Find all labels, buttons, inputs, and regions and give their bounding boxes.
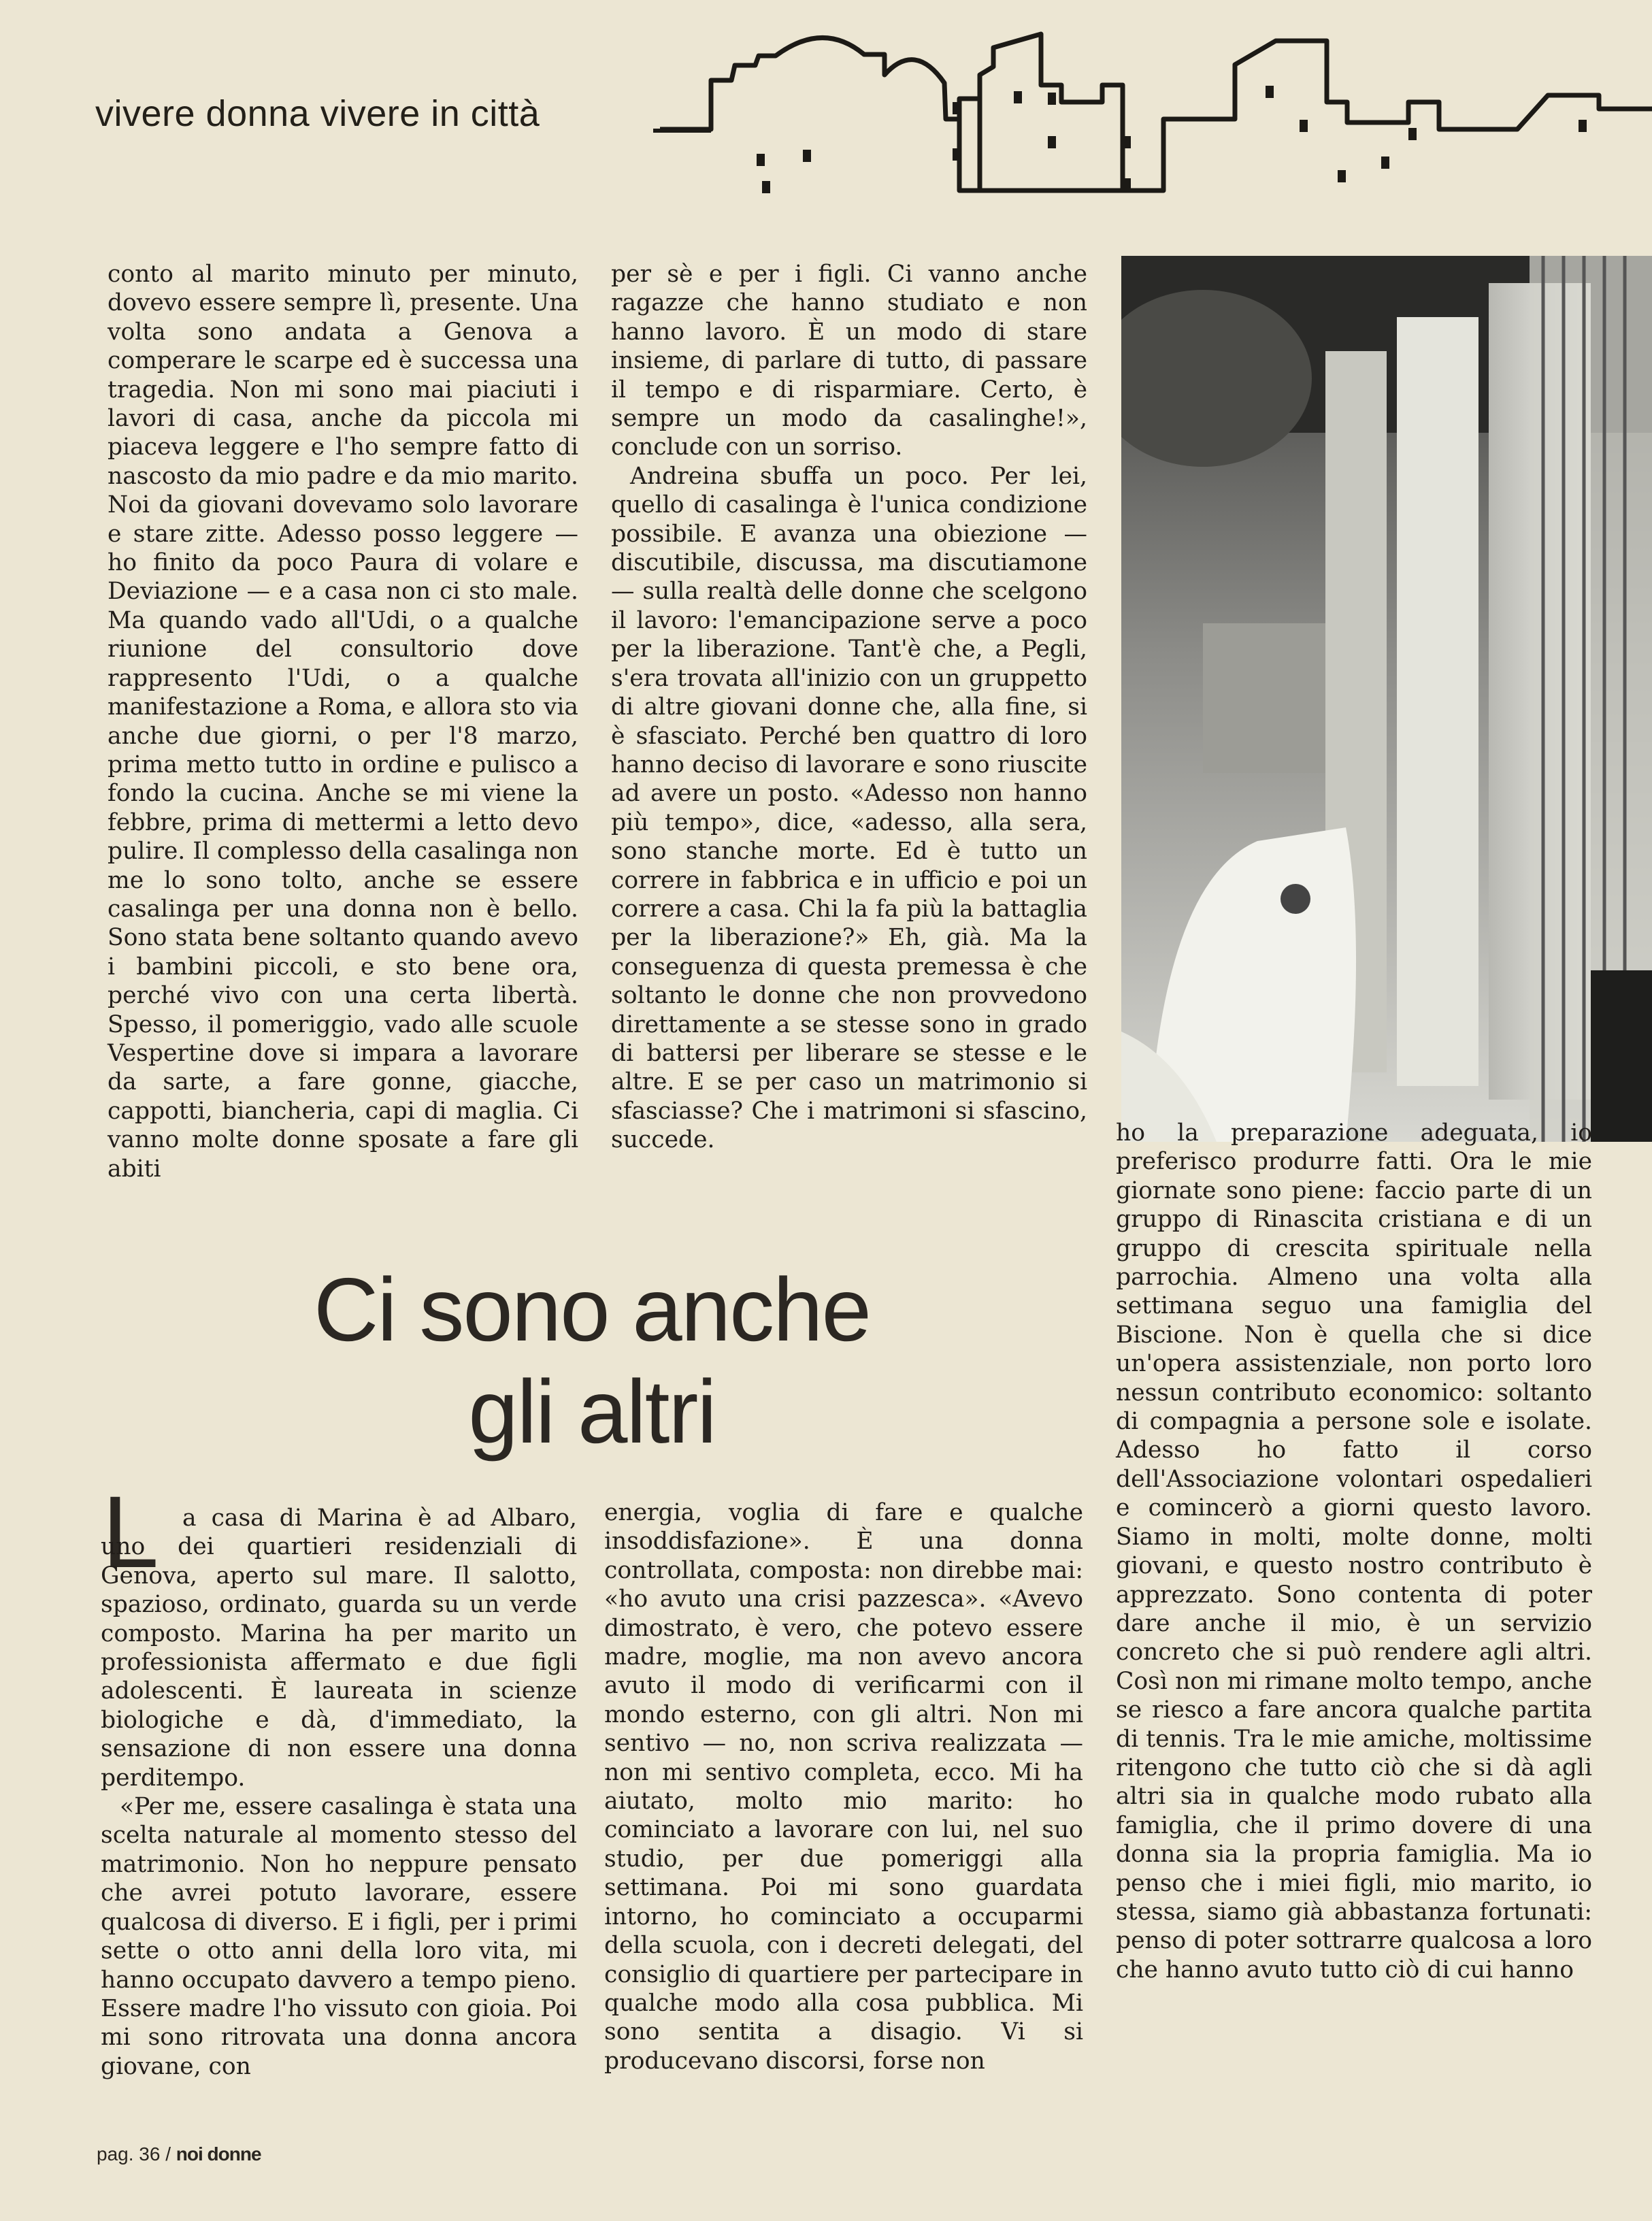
paragraph: energia, voglia di fare e qualche insoddisfazione». È una donna controllata, composta: non direbbe mai: «ho avuto una crisi pazzesca». «Avevo dimostrato, è vero, che potevo essere madre, moglie, ma non avevo ancora avuto il modo di verificarmi con il mondo esterno, con gli altri. Non mi sentivo — no, non scriva realizzata — non mi sentivo completa, ecco. Mi ha aiutato, molto mio marito: ho cominciato a lavorare con lui, nel suo studio, per due pomeriggi alla settimana. Poi mi sono guardata intorno, ho cominciato a occuparmi della scuola, con i decreti delegati, del consiglio di quartiere per partecipare in qualche modo alla cosa pubblica. Mi sono sentita a disagio. Vi si producevano discorsi, forse non bbox=[604, 1499, 1083, 2075]
magazine-name: noi donne bbox=[176, 2143, 261, 2165]
article-bottom-column-2 bbox=[604, 1498, 1083, 2075]
drop-cap: L bbox=[102, 1475, 159, 1589]
headline-line-1: Ci sono anche bbox=[314, 1260, 870, 1360]
article-headline bbox=[204, 1259, 980, 1463]
article-bottom-column-3 bbox=[1116, 1119, 1592, 1984]
paragraph: Andreina sbuffa un poco. Per lei, quello di casalinga è l'unica condizione possibile. E avanza una obiezione — discutibile, discussa, ma discutiamone — sulla realtà delle donne che scelgono il lavoro: l'emancipazione serve a poco per la liberazione. Tant'è che, a Pegli, s'era trovata all'inizio con un gruppetto di altre giovani donne che, alla fine, si è sfasciato. Perché ben quattro di loro hanno deciso di lavorare e sono riuscite ad avere un posto. «Adesso non hanno più tempo», dice, «adesso, alla sera, sono stanche morte. Ed è tutto un correre in fabbrica e in ufficio e poi un correre a casa. Chi la fa più la battaglia per la liberazione?» Eh, già. Ma la conseguenza di questa premessa è che soltanto le donne che non provvedono direttamente a se stesse sono in grado di battersi per liberare se stesse e le altre. E se per caso un matrimonio si sfasciasse? Che i matrimoni si sfascino, succede. bbox=[611, 462, 1087, 1154]
paragraph: ho la preparazione adeguata, io preferisco produrre fatti. Ora le mie giornate sono piene: faccio parte di un gruppo di Rinascita cristiana e di un gruppo di crescita spirituale nella parrochia. Almeno una volta alla settimana seguo una famiglia del Biscione. Non è quella che si dice un'opera assistenziale, non porto loro nessun contributo economico: soltanto di compagnia a persone sole e isolate. Adesso ho fatto il corso dell'Associazione volontari ospedalieri e comincerò a giorni questo lavoro. Siamo in molti, molte donne, molti giovani, e questo nostro contributo è apprezzato. Sono contenta di poter dare anche il mio, è un servizio concreto che si può rendere agli altri. Così non mi rimane molto tempo, anche se riesco a fare ancora qualche partita di tennis. Tra le mie amiche, moltissime ritengono che tutto ciò che si dà agli altri sia in qualche modo rubato alla famiglia, che il primo dovere di una donna sia la propria famiglia. Ma io penso che i miei figli, mio marito, io stessa, siamo già abbastanza fortunati: penso di poter sottrarre qualcosa a loro che hanno avuto tutto ciò di cui hanno bbox=[1116, 1119, 1592, 1984]
street-photo-scooter bbox=[1121, 256, 1652, 1142]
paragraph: «Per me, essere casalinga è stata una scelta naturale al momento stesso del matrimonio. Non ho neppure pensato che avrei potuto lavorare, essere qualcosa di diverso. E i figli, per i primi sette o otto anni della loro vita, mi hanno occupato davvero a tempo pieno. Essere madre l'ho vissuto con gioia. Poi mi sono ritrovata una donna ancora giovane, con bbox=[101, 1793, 577, 2080]
page-footer bbox=[97, 2143, 261, 2165]
paragraph: per sè e per i figli. Ci vanno anche ragazze che hanno studiato e non hanno lavoro. È un modo di stare insieme, di parlare di tutto, di passare il tempo e di risparmiare. Certo, è sempre un modo da casalinghe!», conclude con un sorriso. bbox=[611, 261, 1087, 461]
paragraph: a casa di Marina è ad Albaro, uno dei quartieri residenziali di Genova, aperto sul mare. Il salotto, spazioso, ordinato, guarda su un verde composto. Marina ha per marito un professionista affermato e due figli adolescenti. È laureata in scienze biologiche e dà, d'immediato, la sensazione di non essere una donna perditempo. bbox=[101, 1504, 577, 1792]
headline-line-2: gli altri bbox=[468, 1362, 716, 1462]
article-top-column-2 bbox=[611, 260, 1087, 1155]
section-title: vivere donna vivere in città bbox=[95, 93, 540, 134]
paragraph: conto al marito minuto per minuto, dovevo essere sempre lì, presente. Una volta sono andata a Genova a comperare le scarpe ed è successa una tragedia. Non mi sono mai piaciuti i lavori di casa, anche da piccola mi piaceva leggere e l'ho sempre fatto di nascosto da mio padre e da mio marito. Noi da giovani dovevamo solo lavorare e stare zitte. Adesso posso leggere — ho finito da poco Paura di volare e Deviazione — e a casa non ci sto male. Ma quando vado all'Udi, o a qualche riunione del consultorio dove rappresento l'Udi, o a qualche manifestazione a Roma, e allora sto via anche due giorni, o per l'8 marzo, prima metto tutto in ordine e pulisco a fondo la cucina. Anche se mi viene la febbre, prima di mettermi a letto devo pulire. Il complesso della casalinga non me lo sono tolto, anche se essere casalinga per una donna non è bello. Sono stata bene soltanto quando avevo i bambini piccoli, e sto bene ora, perché vivo con una certa libertà. Spesso, il pomeriggio, vado alle scuole Vespertine dove si impara a lavorare da sarte, a fare gonne, giacche, cappotti, biancheria, capi di maglia. Ci vanno molte donne sposate a fare gli abiti bbox=[108, 261, 578, 1183]
article-bottom-column-1 bbox=[101, 1504, 577, 2081]
article-top-column-1 bbox=[108, 260, 578, 1183]
page-number: pag. 36 / bbox=[97, 2143, 171, 2165]
